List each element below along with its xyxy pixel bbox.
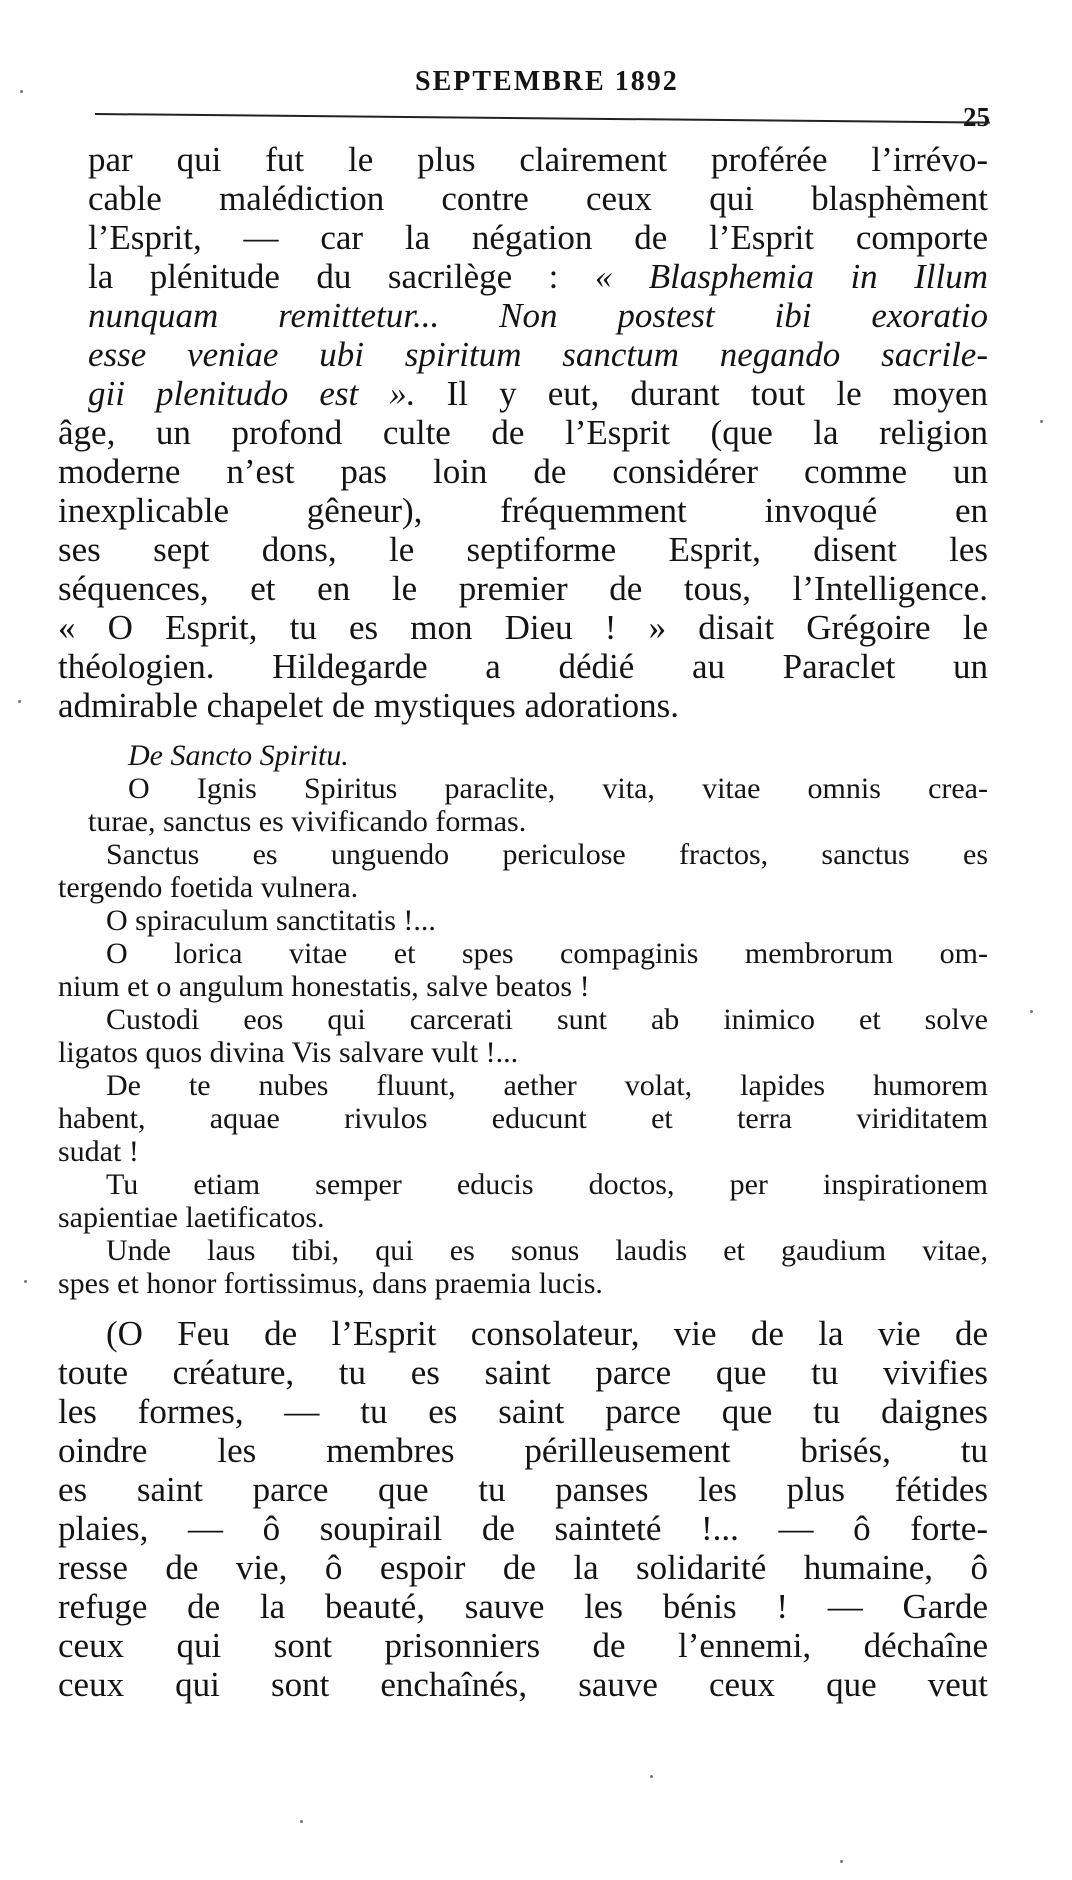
text-line: ceux qui sont prisonniers de l’ennemi, déchaîne — [58, 1626, 988, 1665]
hymn-line: sudat ! — [58, 1135, 139, 1168]
text-segment: Il y eut, durant tout le moyen — [415, 374, 988, 413]
text-line: resse de vie, ô espoir de la solidarité humaine, ô — [58, 1548, 988, 1587]
text-line: âge, un profond culte de l’Esprit (que la religion — [58, 413, 988, 452]
text-line: moderne n’est pas loin de considérer comme un — [58, 452, 988, 491]
hymn-line: nium et o angulum honestatis, salve beatos ! — [58, 970, 590, 1003]
text-line: plaies, — ô soupirail de sainteté !... — ô forte- — [58, 1509, 988, 1548]
text-line — [58, 374, 988, 413]
text-line: séquences, et en le premier de tous, l’Intelligence. — [58, 569, 988, 608]
hymn-line: Custodi eos qui carcerati sunt ab inimico et solve — [106, 1003, 988, 1036]
paragraph-translation — [58, 1314, 988, 1704]
paragraph-essay — [58, 140, 988, 725]
scan-speck — [650, 1775, 653, 1778]
scan-speck — [840, 1860, 843, 1863]
page-number: 25 — [963, 102, 990, 132]
page-body — [58, 140, 988, 1704]
text-line: « O Esprit, tu es mon Dieu ! » disait Grégoire le — [58, 608, 988, 647]
scan-speck — [300, 1820, 303, 1823]
latin-hymn — [58, 739, 988, 1300]
hymn-line: O spiraculum sanctitatis !... — [106, 904, 436, 937]
text-line: cable malédiction contre ceux qui blasphèment — [88, 179, 988, 218]
text-line: inexplicable gêneur), fréquemment invoqué en — [58, 491, 988, 530]
hymn-line: habent, aquae rivulos educunt et terra viriditatem — [58, 1102, 988, 1135]
hymn-line: O Ignis Spiritus paraclite, vita, vitae omnis crea- — [128, 772, 988, 805]
hymn-line: ligatos quos divina Vis salvare vult !... — [58, 1036, 519, 1069]
text-line: les formes, — tu es saint parce que tu daignes — [58, 1392, 988, 1431]
text-line: refuge de la beauté, sauve les bénis ! — Garde — [58, 1587, 988, 1626]
text-line — [58, 257, 988, 296]
scan-speck — [18, 700, 21, 703]
text-line: ceux qui sont enchaînés, sauve ceux que veut — [58, 1665, 988, 1704]
hymn-title: De Sancto Spiritu. — [128, 739, 349, 772]
hymn-line: sapientiae laetificatos. — [58, 1201, 325, 1234]
hymn-line: Sanctus es unguendo periculose fractos, sanctus es — [106, 838, 988, 871]
text-segment: la plénitude du sacrilège : — [88, 257, 559, 296]
hymn-line: turae, sanctus es vivificando formas. — [88, 805, 527, 838]
hymn-line: spes et honor fortissimus, dans praemia lucis. — [58, 1267, 603, 1300]
text-line: oindre les membres périlleusement brisés, tu — [58, 1431, 988, 1470]
text-line: théologien. Hildegarde a dédié au Paraclet un — [58, 647, 988, 686]
scan-speck — [20, 90, 23, 93]
text-line: l’Esprit, — car la négation de l’Esprit comporte — [88, 218, 988, 257]
scan-speck — [1040, 420, 1043, 423]
latin-quote-segment: « Blasphemia in Illum — [594, 257, 988, 296]
text-line: nunquam remittetur... Non postest ibi exoratio — [88, 296, 988, 335]
hymn-line: Unde laus tibi, qui es sonus laudis et gaudium vitae, — [106, 1234, 988, 1267]
text-line: esse veniae ubi spiritum sanctum negando sacrile- — [88, 335, 988, 374]
scan-speck — [24, 1280, 27, 1283]
text-line: admirable chapelet de mystiques adorations. — [58, 686, 680, 725]
text-line: ses sept dons, le septiforme Esprit, disent les — [58, 530, 988, 569]
text-line: (O Feu de l’Esprit consolateur, vie de la vie de — [106, 1314, 988, 1353]
hymn-line: O lorica vitae et spes compaginis membrorum om- — [106, 937, 988, 970]
running-head: SEPTEMBRE 1892 — [415, 66, 679, 97]
page-header — [95, 66, 990, 132]
hymn-line: De te nubes fluunt, aether volat, lapides humorem — [106, 1069, 988, 1102]
hymn-line: Tu etiam semper educis doctos, per inspirationem — [106, 1168, 988, 1201]
text-line: toute créature, tu es saint parce que tu vivifies — [58, 1353, 988, 1392]
scan-speck — [1030, 1010, 1033, 1013]
latin-quote-segment: gii plenitudo est ». — [88, 374, 416, 413]
text-line: par qui fut le plus clairement proférée l’irrévo- — [88, 140, 988, 179]
text-line: es saint parce que tu panses les plus fétides — [58, 1470, 988, 1509]
hymn-line: tergendo foetida vulnera. — [58, 871, 359, 904]
